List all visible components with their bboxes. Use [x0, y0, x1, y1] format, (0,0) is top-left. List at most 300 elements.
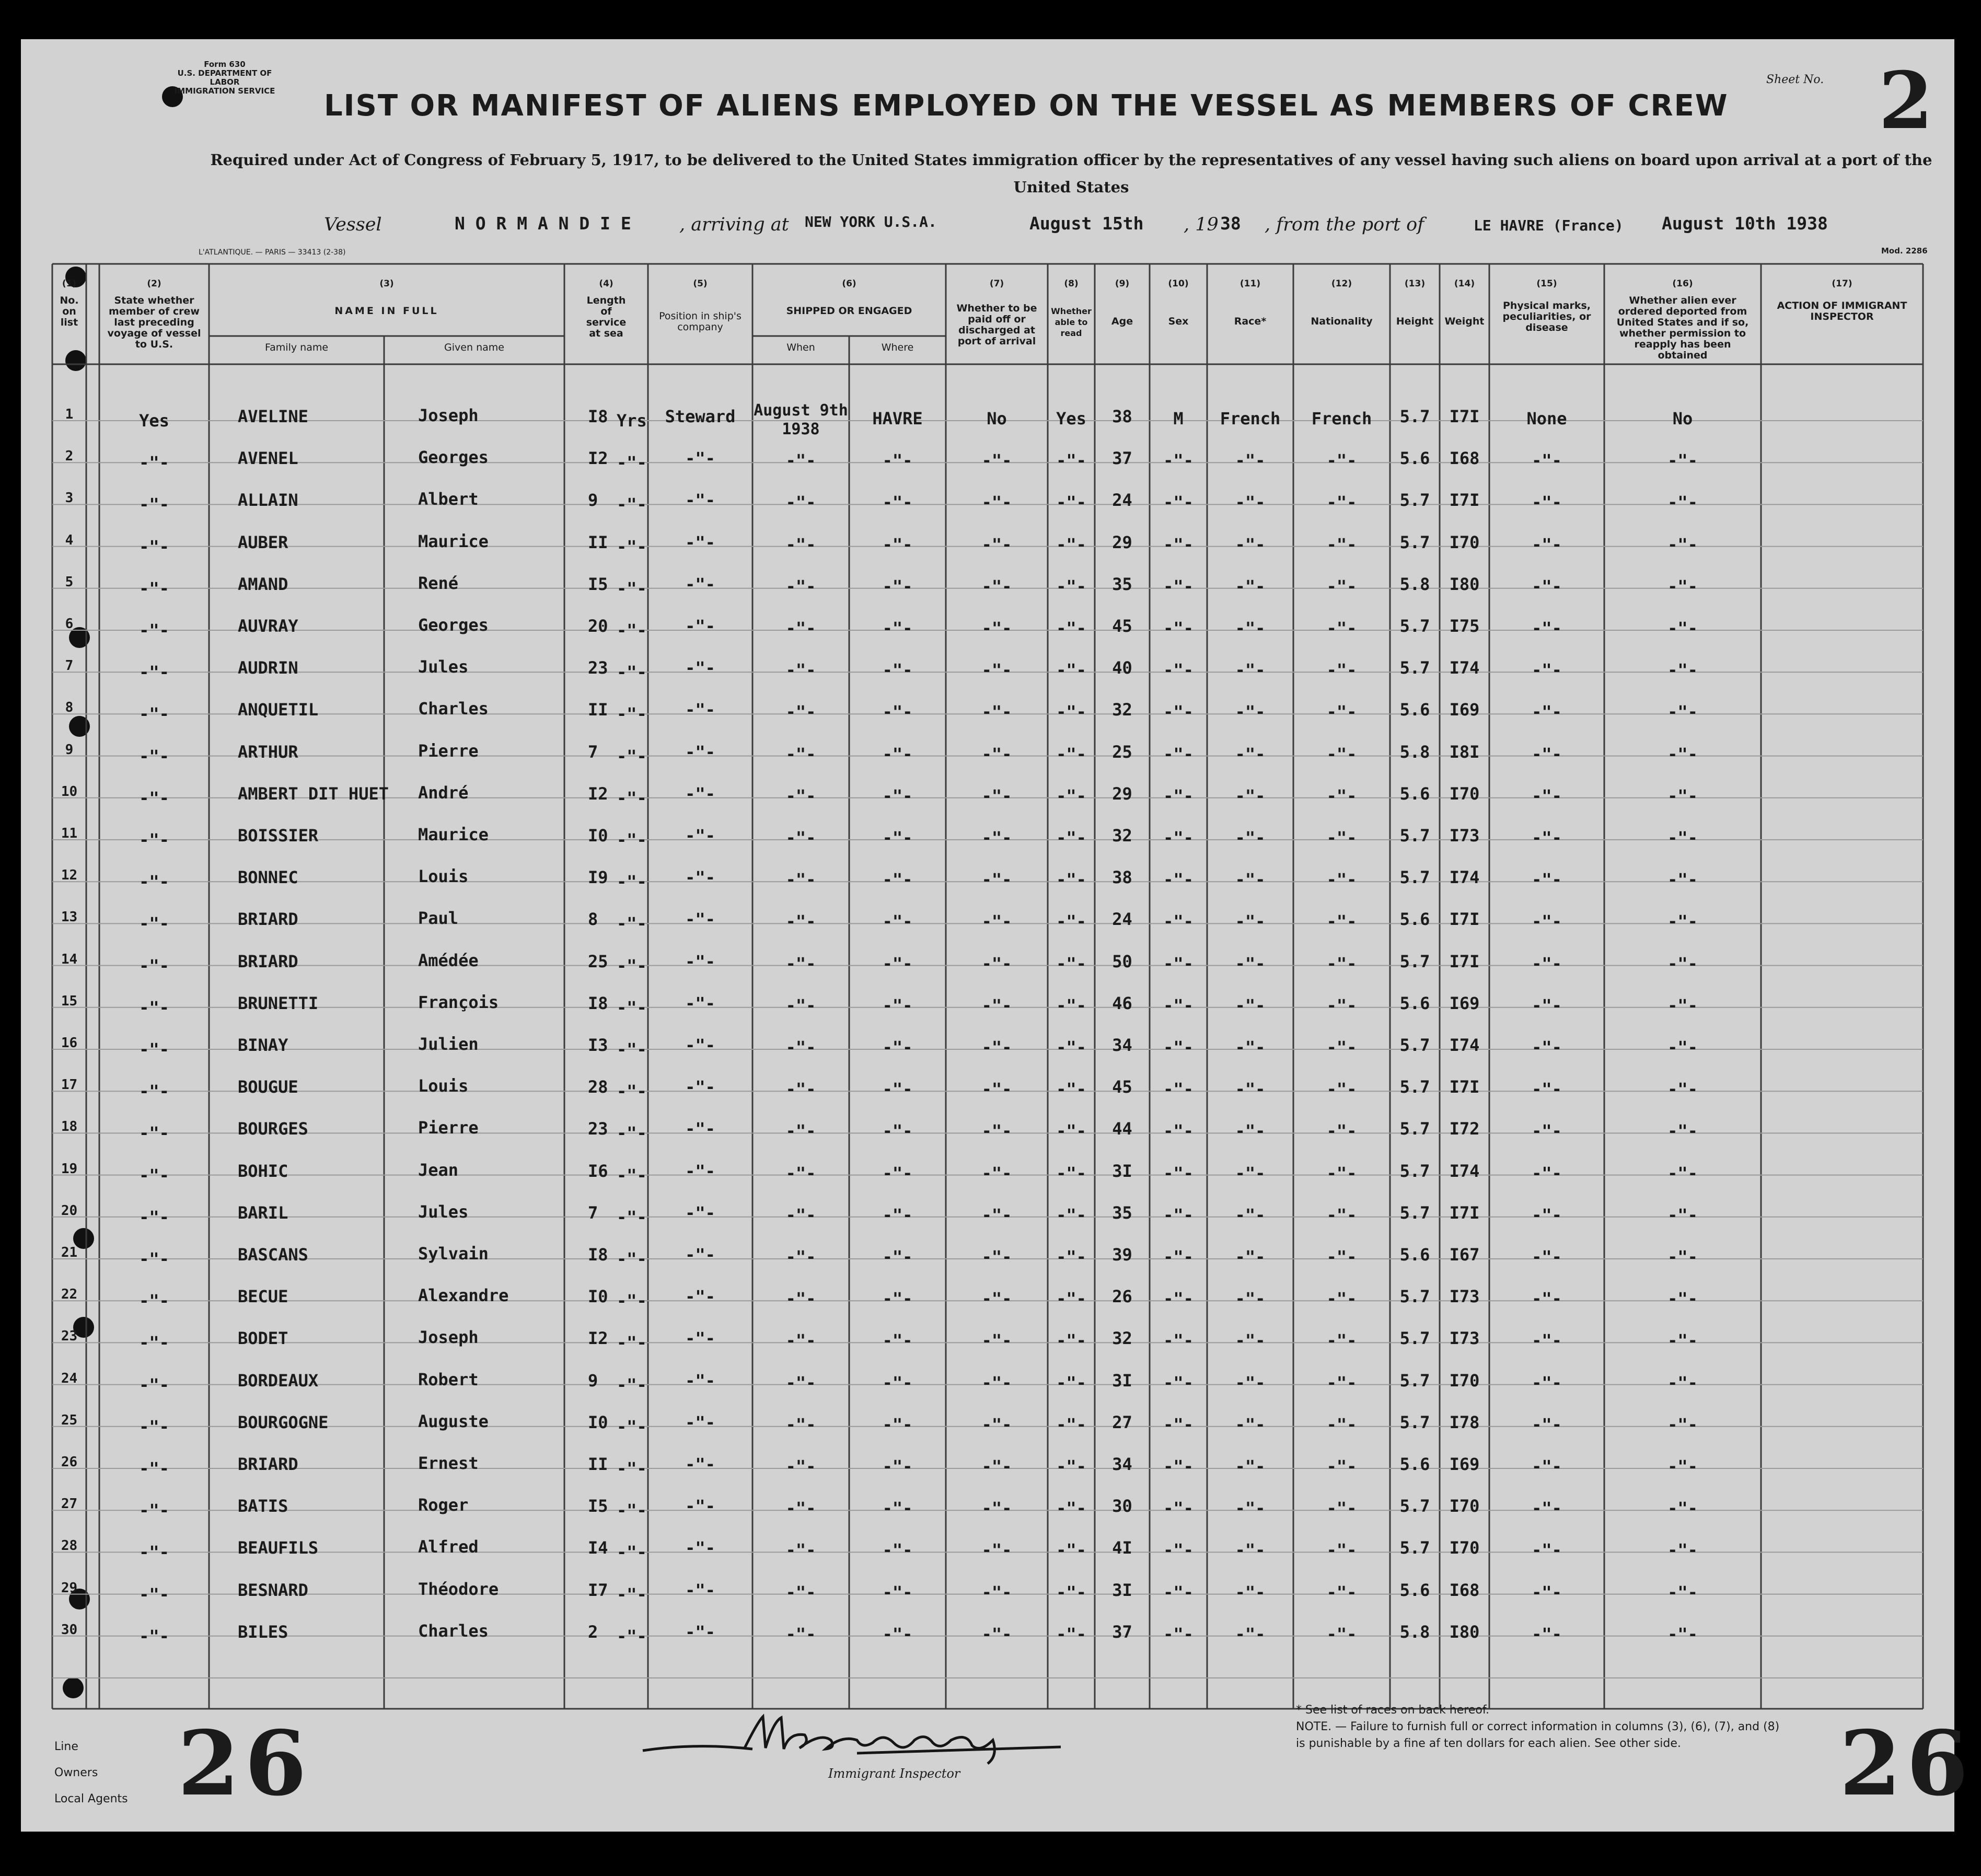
family-name-cell: BRUNETTI: [238, 993, 319, 1013]
age-cell: 38: [1112, 407, 1132, 426]
service-length-cell: I9: [588, 867, 608, 888]
nationality-cell: -"-: [1326, 1498, 1357, 1519]
race-cell: -"-: [1235, 492, 1266, 513]
service-unit-cell: -"-: [617, 997, 647, 1017]
shipped-when-cell: -"-: [785, 1540, 816, 1560]
physical-marks-cell: -"-: [1532, 1121, 1562, 1141]
given-name-cell: André: [418, 782, 469, 803]
able-to-read-cell: Yes: [1056, 409, 1086, 429]
sex-cell: -"-: [1163, 828, 1194, 848]
service-length-cell: I2: [588, 783, 608, 804]
col-10-header: Sex: [1168, 316, 1189, 327]
nationality-cell: -"-: [1326, 492, 1357, 513]
race-cell: -"-: [1235, 1624, 1266, 1644]
deported-cell: -"-: [1667, 828, 1698, 848]
race-cell: -"-: [1235, 1247, 1266, 1267]
shipped-where-cell: -"-: [882, 1456, 913, 1476]
row-number: 22: [61, 1287, 78, 1303]
service-unit-cell: -"-: [617, 578, 647, 598]
height-cell: 5.7: [1399, 1119, 1430, 1139]
row-number: 10: [61, 783, 78, 800]
able-to-read-cell: -"-: [1056, 1330, 1086, 1351]
given-name-cell: Julien: [418, 1034, 479, 1054]
vessel-label: Vessel: [324, 214, 382, 235]
note-text: Failure to furnish full or correct information in columns (3), (6), (7), and (8) is punishable by a fine af ten dollars for each alien. See other side.: [1296, 1720, 1780, 1750]
shipped-where-cell: -"-: [882, 1289, 913, 1309]
physical-marks-cell: -"-: [1532, 828, 1562, 848]
service-unit-cell: -"-: [617, 704, 647, 724]
able-to-read-cell: -"-: [1056, 1289, 1086, 1309]
race-cell: -"-: [1235, 953, 1266, 974]
col-5-header: Position in ship's company: [659, 310, 742, 333]
height-cell: 5.8: [1399, 1622, 1430, 1642]
shipped-when-cell: -"-: [785, 1163, 816, 1183]
sex-cell: -"-: [1163, 1037, 1194, 1057]
service-length-cell: 2: [588, 1622, 598, 1642]
prev-voyage-cell: -"-: [139, 578, 169, 598]
age-cell: 37: [1112, 448, 1132, 469]
row-number: 21: [61, 1245, 78, 1260]
paid-off-cell: -"-: [981, 1121, 1012, 1141]
shipped-when-cell: -"-: [785, 744, 816, 764]
sex-cell: M: [1173, 409, 1184, 429]
physical-marks-cell: -"-: [1532, 1414, 1562, 1434]
able-to-read-cell: -"-: [1056, 492, 1086, 513]
shipped-where-cell: -"-: [882, 1498, 913, 1519]
line-label: Line: [54, 1740, 78, 1753]
footnote-note: [1296, 1719, 1782, 1752]
position-cell: -"-: [685, 1412, 715, 1432]
paid-off-cell: -"-: [981, 1163, 1012, 1183]
position-cell: -"-: [685, 1245, 715, 1265]
able-to-read-cell: -"-: [1056, 576, 1086, 596]
from-port-label: , from the port of: [1265, 214, 1424, 235]
service-unit-cell: Yrs: [617, 411, 647, 431]
nationality-cell: -"-: [1326, 702, 1357, 722]
physical-marks-cell: -"-: [1532, 1372, 1562, 1393]
col-6-number: (6): [842, 279, 856, 289]
height-cell: 5.6: [1399, 700, 1430, 720]
col-7-header: Whether to be paid off or discharged at port of arrival: [956, 303, 1037, 347]
col-6-where-header: Where: [881, 342, 914, 353]
year-prefix: , 19: [1184, 214, 1219, 235]
height-cell: 5.7: [1399, 951, 1430, 971]
nationality-cell: -"-: [1326, 744, 1357, 764]
paid-off-cell: -"-: [981, 1079, 1012, 1099]
paid-off-cell: -"-: [981, 1456, 1012, 1476]
shipped-when-cell: -"-: [785, 1582, 816, 1602]
weight-cell: I7I: [1449, 951, 1480, 971]
position-cell: -"-: [685, 1328, 715, 1349]
able-to-read-cell: -"-: [1056, 1372, 1086, 1393]
position-cell: -"-: [685, 1035, 715, 1055]
age-cell: 3I: [1112, 1580, 1132, 1600]
paid-off-cell: -"-: [981, 1289, 1012, 1309]
shipped-when-cell: -"-: [785, 576, 816, 596]
service-unit-cell: -"-: [617, 1249, 647, 1269]
shipped-where-cell: -"-: [882, 1121, 913, 1141]
shipped-when-cell: -"-: [785, 492, 816, 513]
paid-off-cell: -"-: [981, 1037, 1012, 1057]
able-to-read-cell: -"-: [1056, 1540, 1086, 1560]
nationality-cell: -"-: [1326, 1163, 1357, 1183]
position-cell: -"-: [685, 993, 715, 1013]
service-length-cell: 8: [588, 909, 598, 930]
race-cell: -"-: [1235, 1540, 1266, 1560]
able-to-read-cell: -"-: [1056, 953, 1086, 974]
family-name-cell: ANQUETIL: [238, 700, 319, 720]
able-to-read-cell: -"-: [1056, 1247, 1086, 1267]
col-10-number: (10): [1168, 279, 1189, 289]
shipped-when-cell: -"-: [785, 1624, 816, 1644]
service-unit-cell: -"-: [617, 1458, 647, 1478]
shipped-where-cell: -"-: [882, 1037, 913, 1057]
document-title: LIST OR MANIFEST OF ALIENS EMPLOYED ON THE VESSEL AS MEMBERS OF CREW: [324, 89, 1729, 123]
nationality-cell: -"-: [1326, 1582, 1357, 1602]
nationality-cell: -"-: [1326, 1372, 1357, 1393]
physical-marks-cell: -"-: [1532, 450, 1562, 471]
sex-cell: -"-: [1163, 534, 1194, 554]
race-cell: -"-: [1235, 1079, 1266, 1099]
prev-voyage-cell: -"-: [139, 1333, 169, 1353]
given-name-cell: Louis: [418, 1076, 469, 1096]
age-cell: 39: [1112, 1245, 1132, 1265]
service-unit-cell: -"-: [617, 453, 647, 473]
given-name-cell: Jules: [418, 1201, 469, 1222]
mod-number: Mod. 2286: [1881, 246, 1928, 256]
sheet-label: Sheet No.: [1766, 73, 1824, 86]
inspector-signature: [632, 1711, 1103, 1769]
nationality-cell: -"-: [1326, 1289, 1357, 1309]
weight-cell: I7I: [1449, 909, 1480, 930]
deported-cell: -"-: [1667, 1582, 1698, 1602]
row-number: 29: [61, 1580, 78, 1596]
height-cell: 5.6: [1399, 1245, 1430, 1265]
able-to-read-cell: -"-: [1056, 995, 1086, 1015]
paid-off-cell: -"-: [981, 953, 1012, 974]
nationality-cell: -"-: [1326, 618, 1357, 638]
col-14-number: (14): [1454, 279, 1475, 289]
physical-marks-cell: -"-: [1532, 1247, 1562, 1267]
col-11-header: Race*: [1234, 316, 1267, 327]
paid-off-cell: -"-: [981, 1498, 1012, 1519]
col-16-number: (16): [1672, 279, 1693, 289]
paid-off-cell: -"-: [981, 450, 1012, 471]
race-cell: -"-: [1235, 1037, 1266, 1057]
able-to-read-cell: -"-: [1056, 785, 1086, 806]
paid-off-cell: -"-: [981, 828, 1012, 848]
paid-off-cell: -"-: [981, 576, 1012, 596]
weight-cell: I74: [1449, 1035, 1480, 1055]
deported-cell: -"-: [1667, 450, 1698, 471]
sex-cell: -"-: [1163, 1540, 1194, 1560]
paid-off-cell: -"-: [981, 1582, 1012, 1602]
physical-marks-cell: -"-: [1532, 1205, 1562, 1225]
shipped-when-cell: -"-: [785, 534, 816, 554]
position-cell: -"-: [685, 1538, 715, 1558]
position-cell: -"-: [685, 490, 715, 511]
position-cell: -"-: [685, 909, 715, 930]
weight-cell: I69: [1449, 993, 1480, 1013]
age-cell: 24: [1112, 490, 1132, 511]
physical-marks-cell: -"-: [1532, 660, 1562, 680]
shipped-where-cell: -"-: [882, 1540, 913, 1560]
prev-voyage-cell: -"-: [139, 662, 169, 682]
shipped-when-cell: -"-: [785, 1205, 816, 1225]
height-cell: 5.7: [1399, 1412, 1430, 1432]
row-number: 26: [61, 1454, 78, 1470]
paid-off-cell: -"-: [981, 744, 1012, 764]
physical-marks-cell: -"-: [1532, 911, 1562, 932]
race-cell: -"-: [1235, 828, 1266, 848]
service-unit-cell: -"-: [617, 1333, 647, 1353]
age-cell: 4I: [1112, 1538, 1132, 1558]
prev-voyage-cell: -"-: [139, 1626, 169, 1646]
weight-cell: I74: [1449, 658, 1480, 678]
col-14-header: Weight: [1444, 316, 1485, 327]
weight-cell: I7I: [1449, 1202, 1480, 1223]
prev-voyage-cell: -"-: [139, 1500, 169, 1521]
race-cell: -"-: [1235, 1205, 1266, 1225]
weight-cell: I70: [1449, 1538, 1480, 1558]
family-name-cell: BORDEAUX: [238, 1370, 319, 1391]
service-length-cell: I5: [588, 1496, 608, 1516]
prev-voyage-cell: -"-: [139, 1458, 169, 1478]
given-name-cell: Alfred: [418, 1537, 479, 1557]
service-length-cell: I6: [588, 1161, 608, 1181]
service-unit-cell: -"-: [617, 620, 647, 640]
age-cell: 35: [1112, 1202, 1132, 1223]
race-cell: -"-: [1235, 1121, 1266, 1141]
paid-off-cell: -"-: [981, 702, 1012, 722]
paid-off-cell: -"-: [981, 870, 1012, 890]
age-cell: 45: [1112, 1077, 1132, 1097]
weight-cell: I69: [1449, 1454, 1480, 1474]
row-number: 30: [61, 1622, 78, 1638]
deported-cell: -"-: [1667, 1624, 1698, 1644]
footnote-races: * See list of races on back hereof.: [1296, 1704, 1489, 1717]
deported-cell: -"-: [1667, 618, 1698, 638]
physical-marks-cell: -"-: [1532, 492, 1562, 513]
height-cell: 5.6: [1399, 1580, 1430, 1600]
count-left: 26: [178, 1711, 312, 1816]
family-name-cell: BECUE: [238, 1287, 288, 1307]
sex-cell: -"-: [1163, 1247, 1194, 1267]
physical-marks-cell: -"-: [1532, 995, 1562, 1015]
given-name-cell: Louis: [418, 866, 469, 887]
row-number: 13: [61, 909, 78, 925]
nationality-cell: -"-: [1326, 953, 1357, 974]
race-cell: -"-: [1235, 660, 1266, 680]
sex-cell: -"-: [1163, 1079, 1194, 1099]
col-11-number: (11): [1239, 279, 1261, 289]
position-cell: -"-: [685, 1077, 715, 1097]
given-name-cell: Jean: [418, 1160, 459, 1180]
shipped-where-cell: -"-: [882, 1624, 913, 1644]
age-cell: 35: [1112, 574, 1132, 594]
weight-cell: I70: [1449, 532, 1480, 552]
age-cell: 38: [1112, 867, 1132, 888]
col-15-number: (15): [1536, 279, 1557, 289]
able-to-read-cell: -"-: [1056, 744, 1086, 764]
given-name-cell: Georges: [418, 447, 489, 468]
race-cell: -"-: [1235, 702, 1266, 722]
age-cell: 3I: [1112, 1370, 1132, 1391]
row-number: 3: [65, 490, 74, 506]
col-6-when-header: When: [786, 342, 815, 353]
row-number: 17: [61, 1077, 78, 1093]
physical-marks-cell: -"-: [1532, 702, 1562, 722]
position-cell: -"-: [685, 1496, 715, 1516]
service-unit-cell: -"-: [617, 872, 647, 892]
col-2-header: State whether member of crew last preceding voyage of vessel to U.S.: [107, 295, 201, 350]
position-cell: -"-: [685, 867, 715, 888]
given-name-cell: Roger: [418, 1495, 469, 1515]
family-name-cell: AMAND: [238, 574, 288, 594]
weight-cell: I68: [1449, 1580, 1480, 1600]
row-number: 14: [61, 951, 78, 967]
sex-cell: -"-: [1163, 1498, 1194, 1519]
race-cell: -"-: [1235, 1289, 1266, 1309]
physical-marks-cell: -"-: [1532, 1037, 1562, 1057]
nationality-cell: -"-: [1326, 1205, 1357, 1225]
service-length-cell: 9: [588, 1370, 598, 1391]
service-length-cell: I4: [588, 1538, 608, 1558]
given-name-cell: Georges: [418, 615, 489, 635]
family-name-cell: BONNEC: [238, 867, 298, 888]
physical-marks-cell: -"-: [1532, 1540, 1562, 1560]
col-12-header: Nationality: [1311, 316, 1373, 327]
able-to-read-cell: -"-: [1056, 1624, 1086, 1644]
service-length-cell: I0: [588, 826, 608, 846]
service-length-cell: 25: [588, 951, 608, 971]
nationality-cell: -"-: [1326, 1330, 1357, 1351]
row-number: 7: [65, 658, 74, 674]
paid-off-cell: -"-: [981, 995, 1012, 1015]
age-cell: 25: [1112, 742, 1132, 762]
document-subtitle: Required under Act of Congress of February 5, 1917, to be delivered to the United States immigration officer by the representatives of any vessel having such aliens on board upon arrival at a port of the United States: [210, 151, 1932, 196]
age-cell: 29: [1112, 783, 1132, 804]
shipped-where-cell: -"-: [882, 744, 913, 764]
year: 38: [1220, 213, 1241, 234]
deported-cell: -"-: [1667, 1330, 1698, 1351]
able-to-read-cell: -"-: [1056, 828, 1086, 848]
service-unit-cell: -"-: [617, 1374, 647, 1395]
row-number: 19: [61, 1161, 78, 1177]
sex-cell: -"-: [1163, 995, 1194, 1015]
nationality-cell: -"-: [1326, 1121, 1357, 1141]
physical-marks-cell: -"-: [1532, 785, 1562, 806]
weight-cell: I70: [1449, 1496, 1480, 1516]
department: U.S. DEPARTMENT OF LABOR: [177, 68, 272, 87]
service-unit-cell: -"-: [617, 1039, 647, 1059]
family-name-cell: ALLAIN: [238, 490, 298, 511]
shipped-where-cell: -"-: [882, 1205, 913, 1225]
shipped-when-cell: -"-: [785, 702, 816, 722]
weight-cell: I70: [1449, 783, 1480, 804]
race-cell: -"-: [1235, 1456, 1266, 1476]
sex-cell: -"-: [1163, 1289, 1194, 1309]
col-1-header: No. on list: [60, 295, 79, 328]
physical-marks-cell: -"-: [1532, 1582, 1562, 1602]
height-cell: 5.6: [1399, 1454, 1430, 1474]
physical-marks-cell: None: [1526, 409, 1567, 429]
family-name-cell: BILES: [238, 1622, 288, 1642]
weight-cell: I73: [1449, 1287, 1480, 1307]
service: IMMIGRATION SERVICE: [174, 86, 275, 96]
service-length-cell: I0: [588, 1287, 608, 1307]
family-name-cell: ARTHUR: [238, 742, 298, 762]
weight-cell: I67: [1449, 1245, 1480, 1265]
shipped-when-cell: -"-: [785, 1121, 816, 1141]
footnote: [1296, 1702, 1782, 1752]
physical-marks-cell: -"-: [1532, 1456, 1562, 1476]
shipped-where-cell: -"-: [882, 1163, 913, 1183]
nationality-cell: -"-: [1326, 576, 1357, 596]
service-unit-cell: -"-: [617, 746, 647, 766]
height-cell: 5.6: [1399, 993, 1430, 1013]
physical-marks-cell: -"-: [1532, 953, 1562, 974]
prev-voyage-cell: -"-: [139, 1416, 169, 1437]
race-cell: -"-: [1235, 1414, 1266, 1434]
arriving-label: , arriving at: [679, 214, 789, 235]
deported-cell: -"-: [1667, 1037, 1698, 1057]
height-cell: 5.7: [1399, 407, 1430, 426]
shipped-when-cell: -"-: [785, 660, 816, 680]
paid-off-cell: -"-: [981, 1330, 1012, 1351]
able-to-read-cell: -"-: [1056, 618, 1086, 638]
service-length-cell: I8: [588, 993, 608, 1013]
height-cell: 5.7: [1399, 1370, 1430, 1391]
race-cell: -"-: [1235, 618, 1266, 638]
shipped-when-cell: -"-: [785, 1330, 816, 1351]
shipped-when-cell: -"-: [785, 1289, 816, 1309]
deported-cell: -"-: [1667, 995, 1698, 1015]
height-cell: 5.7: [1399, 1161, 1430, 1181]
prev-voyage-cell: -"-: [139, 746, 169, 766]
paid-off-cell: -"-: [981, 1372, 1012, 1393]
able-to-read-cell: -"-: [1056, 1163, 1086, 1183]
deported-cell: No: [1672, 409, 1693, 429]
row-number: 1: [65, 407, 74, 422]
from-port: LE HAVRE (France): [1474, 217, 1624, 234]
row-number: 5: [65, 574, 74, 590]
sex-cell: -"-: [1163, 1330, 1194, 1351]
given-name-cell: Maurice: [418, 825, 489, 844]
race-cell: -"-: [1235, 576, 1266, 596]
row-number: 28: [61, 1538, 78, 1554]
able-to-read-cell: -"-: [1056, 1456, 1086, 1476]
prev-voyage-cell: -"-: [139, 620, 169, 640]
able-to-read-cell: -"-: [1056, 870, 1086, 890]
shipped-where-cell: -"-: [882, 1330, 913, 1351]
nationality-cell: -"-: [1326, 660, 1357, 680]
able-to-read-cell: -"-: [1056, 450, 1086, 471]
weight-cell: I80: [1449, 1622, 1480, 1642]
sex-cell: -"-: [1163, 1414, 1194, 1434]
given-name-cell: Jules: [418, 657, 469, 677]
shipped-where-cell: -"-: [882, 618, 913, 638]
height-cell: 5.7: [1399, 1328, 1430, 1349]
given-name-cell: Ernest: [418, 1453, 479, 1473]
manifest-sheet: [21, 39, 1974, 1832]
nationality-cell: -"-: [1326, 534, 1357, 554]
nationality-cell: -"-: [1326, 1540, 1357, 1560]
age-cell: 44: [1112, 1119, 1132, 1139]
given-name-cell: Paul: [418, 908, 459, 929]
sex-cell: -"-: [1163, 492, 1194, 513]
service-unit-cell: -"-: [617, 494, 647, 515]
